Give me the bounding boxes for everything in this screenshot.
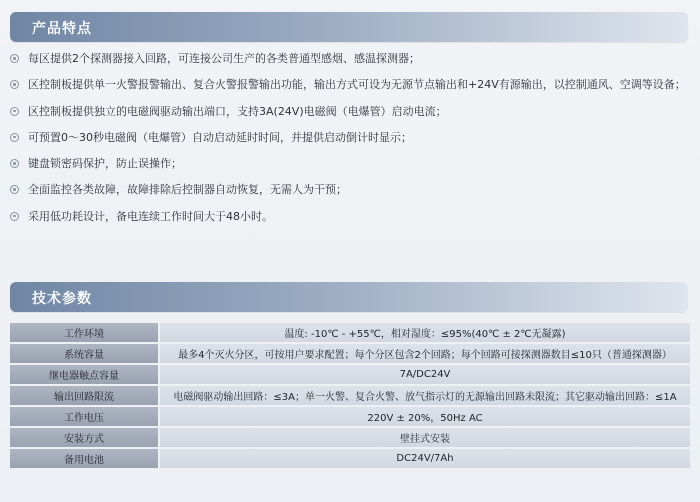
bullet-icon (10, 54, 19, 63)
spec-label: 继电器触点容量 (10, 365, 160, 384)
bullet-icon (10, 133, 19, 142)
features-section-header (10, 12, 688, 42)
feature-item (8, 181, 692, 207)
feature-item (8, 155, 692, 181)
spec-value: 壁挂式安装 (160, 428, 690, 447)
bullet-icon (10, 185, 19, 194)
features-title: 产品特点 (32, 21, 92, 37)
table-row (10, 449, 690, 468)
spec-label: 备用电池 (10, 449, 160, 468)
spec-label: 工作环境 (10, 323, 160, 342)
feature-text: 每区提供2个探测器接入回路，可连接公司生产的各类普通型感烟、感温探测器； (28, 52, 420, 65)
spec-label: 工作电压 (10, 407, 160, 426)
feature-text: 全面监控各类故障，故障排除后控制器自动恢复，无需人为干预； (28, 183, 347, 197)
table-row (10, 386, 690, 405)
feature-text: 采用低功耗设计，备电连续工作时间大于48小时。 (28, 209, 273, 223)
spec-value: 7A/DC24V (160, 365, 690, 384)
features-list (8, 50, 692, 234)
spec-value: DC24V/7Ah (160, 449, 690, 468)
table-row (10, 365, 690, 384)
spec-value: 电磁阀驱动输出回路：≤3A；单一火警、复合火警、放气指示灯的无源输出回路未限流；其它驱动输出回路：≤1A (160, 386, 690, 405)
spec-label: 安装方式 (10, 428, 160, 447)
feature-item (8, 76, 692, 102)
spec-value: 温度: -10℃ - +55℃，相对湿度：≤95%(40℃ ± 2℃无凝露) (160, 323, 690, 342)
specs-table (10, 321, 690, 470)
specs-title: 技术参数 (32, 291, 92, 307)
feature-text: 可预置0～30秒电磁阀（电爆管）自动启动延时时间，并提供启动倒计时显示； (28, 130, 412, 144)
feature-item (8, 208, 692, 234)
table-row (10, 323, 690, 342)
spec-value: 220V ± 20%，50Hz AC (160, 407, 690, 426)
table-row (10, 344, 690, 363)
bullet-icon (10, 159, 19, 168)
feature-text: 区控制板提供单一火警报警输出、复合火警报警输出功能，输出方式可设为无源节点输出和+24V有源输出，以控制通风、空调等设备； (28, 78, 686, 92)
bullet-icon (10, 212, 19, 221)
feature-text: 区控制板提供独立的电磁阀驱动输出端口，支持3A(24V)电磁阀（电爆管）启动电流； (28, 104, 447, 118)
feature-text: 键盘锁密码保护，防止误操作； (28, 157, 182, 171)
table-row (10, 407, 690, 426)
feature-item (8, 50, 692, 76)
spec-label: 系统容量 (10, 344, 160, 363)
bullet-icon (10, 107, 19, 116)
spec-label: 输出回路限流 (10, 386, 160, 405)
table-row (10, 428, 690, 447)
feature-item (8, 103, 692, 129)
bullet-icon (10, 80, 19, 89)
specs-section-header (10, 282, 688, 312)
feature-item (8, 129, 692, 155)
spec-value: 最多4个灭火分区，可按用户要求配置；每个分区包含2个回路；每个回路可接探测器数目≤10只（普通探测器） (160, 344, 690, 363)
